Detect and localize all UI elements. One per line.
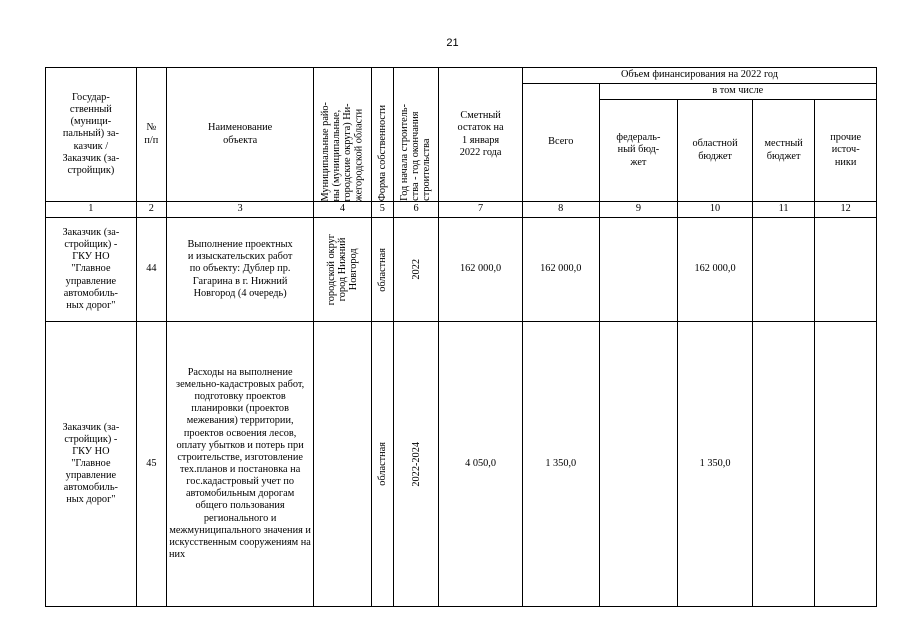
column-number: 9 (599, 202, 678, 218)
column-number: 12 (815, 202, 877, 218)
header-object-name: Наименование объекта (167, 68, 314, 202)
column-number: 1 (46, 202, 137, 218)
row-local (752, 218, 815, 322)
row-object-name: Расходы на выполнение земельно-кадастровых работ, подготовку проектов планировки (проектов межевания) территории, проектов освоения лесов, оплату убытков и потерь при строительстве, изготовление тех.планов и постановка на гос.кадастровый учет по автомобильным дорогам общего пользования регионального и межмуниципального значения и искусственным сооружениям на них (167, 322, 314, 607)
header-regional: областной бюджет (678, 100, 753, 202)
header-row-1 (46, 68, 877, 84)
column-number: 7 (439, 202, 523, 218)
header-estimate: Сметный остаток на 1 января 2022 года (439, 68, 523, 202)
header-ownership: Форма собственности (371, 68, 393, 202)
header-funding-group: Объем финансирования на 2022 год (522, 68, 876, 84)
column-number: 3 (167, 202, 314, 218)
header-years: Год начала строитель- ства - год окончания строительства (393, 68, 438, 202)
financing-table (45, 67, 877, 607)
row-customer: Заказчик (за- стройщик) - ГКУ НО "Главное управление автомобиль- ных дорог" (46, 322, 137, 607)
row-num: 45 (136, 322, 166, 607)
row-estimate: 4 050,0 (439, 322, 523, 607)
row-other (815, 218, 877, 322)
row-ownership: областная (371, 218, 393, 322)
header-total: Всего (522, 84, 599, 202)
page-number: 21 (446, 37, 459, 49)
header-customer: Государ- ственный (муници- пальный) за- казчик / Заказчик (за- стройщик) (46, 68, 137, 202)
table-row (46, 218, 877, 322)
row-estimate: 162 000,0 (439, 218, 523, 322)
row-municipality: городской округ город Нижний Новгород (314, 218, 371, 322)
row-object-name: Выполнение проектных и изыскательских работ по объекту: Дублер пр. Гагарина в г. Нижний Новгород (4 очередь) (167, 218, 314, 322)
row-federal (599, 322, 678, 607)
header-local: местный бюджет (752, 100, 815, 202)
column-number: 11 (752, 202, 815, 218)
row-total: 162 000,0 (522, 218, 599, 322)
row-other (815, 322, 877, 607)
header-including: в том числе (599, 84, 876, 100)
row-regional: 162 000,0 (678, 218, 753, 322)
row-years: 2022-2024 (393, 322, 438, 607)
column-number: 5 (371, 202, 393, 218)
row-regional: 1 350,0 (678, 322, 753, 607)
row-municipality (314, 322, 371, 607)
column-number: 8 (522, 202, 599, 218)
column-number-row (46, 202, 877, 218)
column-number: 6 (393, 202, 438, 218)
header-municipality: Муниципальные райо- ны (муниципальные, городские округа) Ни- жегородской области (314, 68, 371, 202)
row-years: 2022 (393, 218, 438, 322)
header-num: № п/п (136, 68, 166, 202)
row-num: 44 (136, 218, 166, 322)
header-federal: федераль- ный бюд- жет (599, 100, 678, 202)
row-federal (599, 218, 678, 322)
row-total: 1 350,0 (522, 322, 599, 607)
header-other: прочие источ- ники (815, 100, 877, 202)
column-number: 10 (678, 202, 753, 218)
row-customer: Заказчик (за- стройщик) - ГКУ НО "Главное управление автомобиль- ных дорог" (46, 218, 137, 322)
row-local (752, 322, 815, 607)
row-ownership: областная (371, 322, 393, 607)
table-row (46, 322, 877, 607)
column-number: 2 (136, 202, 166, 218)
column-number: 4 (314, 202, 371, 218)
